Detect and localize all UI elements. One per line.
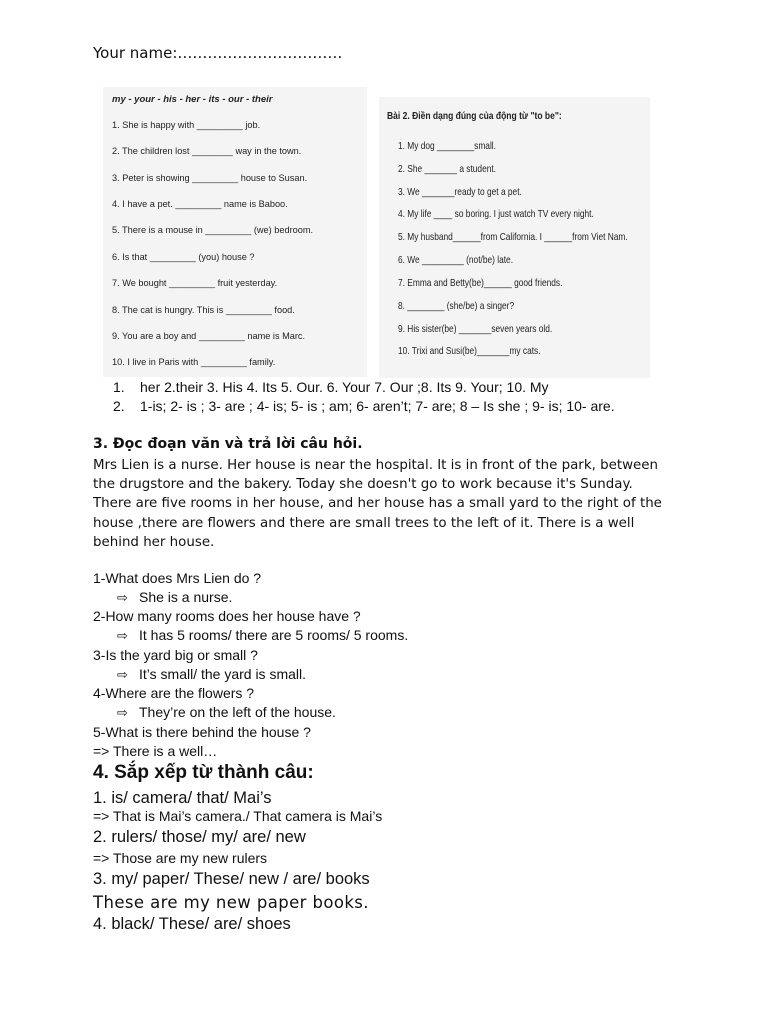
answer-list-item: [113, 379, 549, 395]
list-text: her 2.their 3. His 4. Its 5. Our. 6. Your 7. Our ;8. Its 9. Your; 10. My: [140, 379, 549, 395]
worksheet-item: 9. You are a boy and _________ name is Marc.: [112, 331, 306, 341]
answer-text: They’re on the left of the house.: [139, 704, 336, 720]
worksheet-item: 8. The cat is hungry. This is _________ food.: [112, 305, 295, 315]
paragraph-line: Mrs Lien is a nurse. Her house is near the hospital. It is in front of the park, between: [93, 458, 658, 473]
worksheet-header: Bài 2. Điền dạng đúng của động từ "to be":: [387, 111, 562, 122]
worksheet-item: 1. She is happy with _________ job.: [112, 120, 261, 130]
answer: [117, 704, 336, 721]
worksheet-item: 4. My life ____ so boring. I just watch TV every night.: [398, 209, 594, 220]
arrange-answer: These are my new paper books.: [93, 893, 369, 912]
arrange-prompt: 4. black/ These/ are/ shoes: [93, 915, 291, 933]
arrange-answer: => That is Mai’s camera./ That camera is Mai’s: [93, 808, 383, 824]
name-line: Your name:……………………………: [93, 44, 343, 62]
worksheet-item: 6. We _________ (not/be) late.: [398, 255, 514, 266]
arrow-right-icon: ⇨: [117, 590, 128, 605]
answer-text: It has 5 rooms/ there are 5 rooms/ 5 rooms.: [139, 627, 409, 643]
worksheet-item: 7. Emma and Betty(be)______ good friends.: [398, 278, 563, 289]
answer-text: => There is a well…: [93, 743, 218, 759]
worksheet-item: 6. Is that _________ (you) house ?: [112, 252, 255, 262]
worksheet-item: 1. My dog ________small.: [398, 141, 496, 152]
worksheet-item: 7. We bought _________ fruit yesterday.: [112, 278, 278, 288]
list-number: 1.: [113, 379, 125, 395]
arrow-right-icon: ⇨: [117, 667, 128, 682]
worksheet-item: 2. She _______ a student.: [398, 164, 497, 175]
worksheet-item: 2. The children lost ________ way in the town.: [112, 146, 302, 156]
answer-list-item: [113, 398, 615, 414]
list-text: 1-is; 2- is ; 3- are ; 4- is; 5- is ; am; 6- aren’t; 7- are; 8 – Is she ; 9- is; 10- are.: [140, 398, 615, 414]
answer: [117, 627, 408, 644]
arrange-prompt: 2. rulers/ those/ my/ are/ new: [93, 828, 306, 846]
question: 3-Is the yard big or small ?: [93, 647, 258, 663]
paragraph-line: house ,there are flowers and there are small trees to the left of it. There is a well: [93, 516, 635, 531]
arrow-right-icon: ⇨: [117, 628, 128, 643]
worksheet-item: 5. My husband______from California. I ______from Viet Nam.: [398, 232, 628, 243]
worksheet-image-possessives: [103, 87, 367, 377]
answer-text: She is a nurse.: [139, 589, 233, 605]
question: 4-Where are the flowers ?: [93, 685, 255, 701]
question: 1-What does Mrs Lien do ?: [93, 570, 262, 586]
arrange-prompt: 3. my/ paper/ These/ new / are/ books: [93, 870, 370, 888]
arrow-right-icon: ⇨: [117, 705, 128, 720]
paragraph-line: behind her house.: [93, 535, 215, 550]
answer: [117, 666, 306, 683]
question: 2-How many rooms does her house have ?: [93, 608, 361, 624]
paragraph-line: the drugstore and the bakery. Today she doesn't go to work because it's Sunday.: [93, 477, 633, 492]
worksheet-item: 3. Peter is showing _________ house to Susan.: [112, 173, 308, 183]
answer-text: It’s small/ the yard is small.: [139, 666, 307, 682]
worksheet-header: my - your - his - her - its - our - their: [112, 94, 273, 105]
question: 5-What is there behind the house ?: [93, 724, 311, 740]
list-number: 2.: [113, 398, 125, 414]
arrange-prompt: 1. is/ camera/ that/ Mai’s: [93, 789, 272, 807]
worksheet-item: 3. We _______ready to get a pet.: [398, 187, 522, 198]
paragraph-line: There are five rooms in her house, and her house has a small yard to the right of the: [93, 496, 662, 511]
worksheet-item: 10. I live in Paris with _________ family.: [112, 357, 276, 367]
worksheet-image-to-be: [379, 97, 650, 378]
arrange-answer: => Those are my new rulers: [93, 850, 268, 866]
worksheet-item: 8. ________ (she/be) a singer?: [398, 301, 515, 312]
worksheet-item: 5. There is a mouse in _________ (we) bedroom.: [112, 225, 314, 235]
section-4-title: 4. Sắp xếp từ thành câu:: [93, 762, 314, 783]
worksheet-item: 4. I have a pet. _________ name is Baboo.: [112, 199, 288, 209]
section-3-title: 3. Đọc đoạn văn và trả lời câu hỏi.: [93, 436, 363, 452]
worksheet-item: 10. Trixi and Susi(be)_______my cats.: [398, 346, 541, 357]
answer: [117, 589, 232, 606]
worksheet-item: 9. His sister(be) _______seven years old.: [398, 324, 553, 335]
